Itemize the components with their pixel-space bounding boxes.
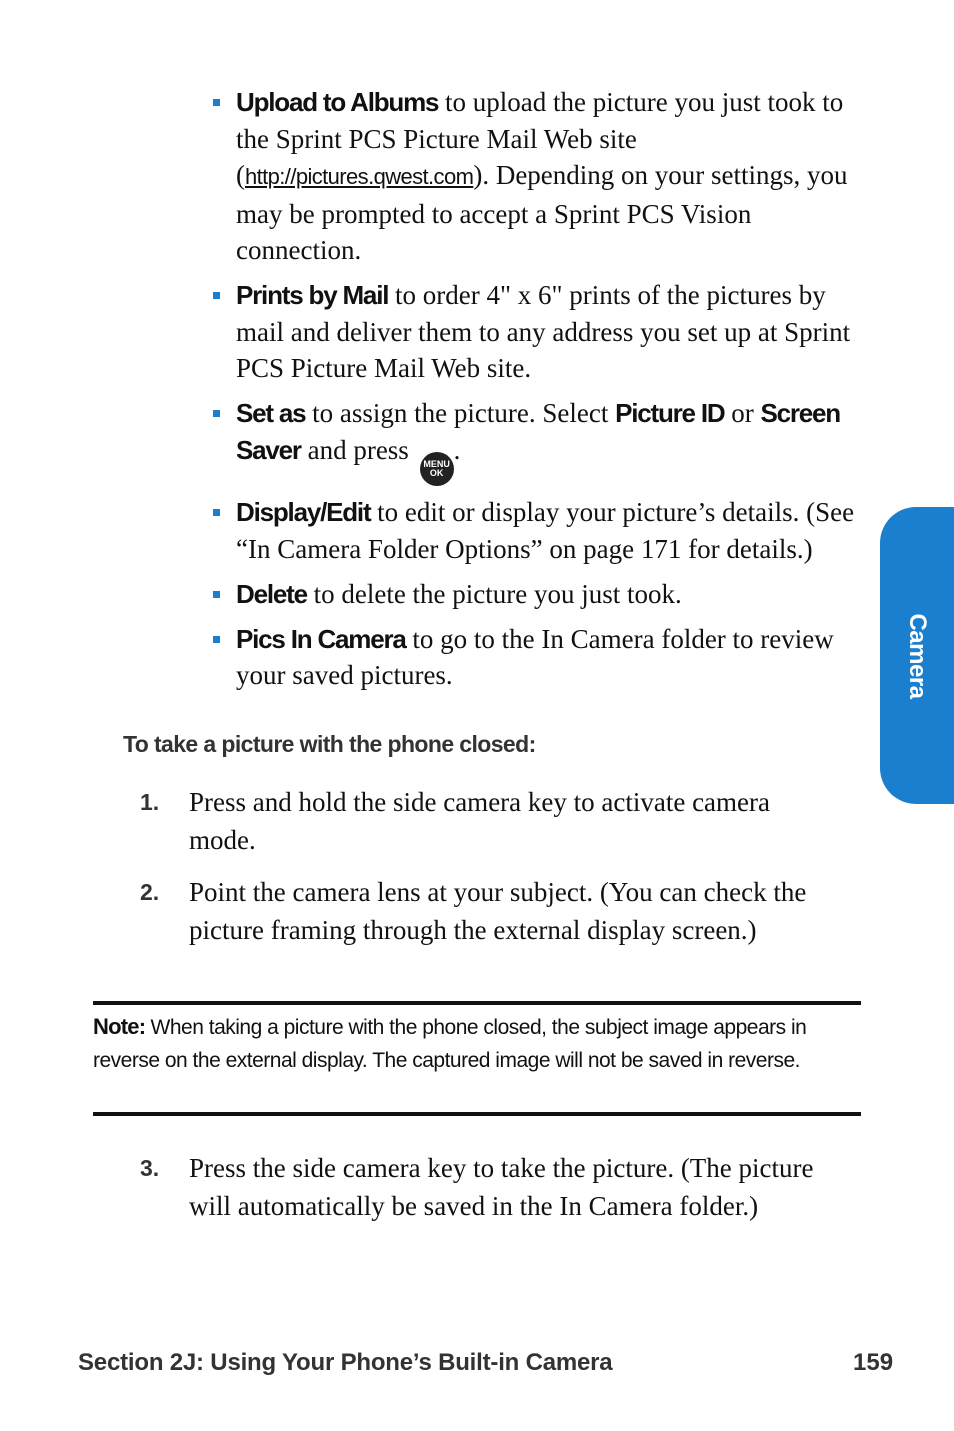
- step-2: [140, 873, 830, 949]
- option-text: to assign the picture. Select: [305, 398, 616, 428]
- option-text: to edit or display your picture’s details. (See “In Camera Folder Options” on page 171 for details.): [236, 497, 855, 564]
- menu-ok-key-icon: [420, 452, 454, 486]
- option-text: to go to the In Camera folder to review your saved pictures.: [236, 623, 834, 690]
- option-set-as: [210, 395, 870, 486]
- note-text: When taking a picture with the phone closed, the subject image appears in reverse on the external display. The captured image will not be saved in reverse.: [93, 1016, 807, 1072]
- screen-saver-term: Screen Saver: [236, 398, 840, 465]
- option-display-edit: [210, 494, 870, 567]
- bullet-square-icon: [213, 509, 220, 516]
- section-side-tab: [880, 507, 954, 804]
- step-text: Point the camera lens at your subject. (You can check the picture framing through the external display screen.): [189, 877, 807, 945]
- menu-ok-key-top: MENU: [423, 458, 450, 469]
- option-term: Prints by Mail: [236, 280, 389, 310]
- option-prints-by-mail: [210, 277, 870, 387]
- option-term: Delete: [236, 578, 307, 609]
- step-text: Press the side camera key to take the picture. (The picture will automatically be saved in the In Camera folder.): [189, 1153, 814, 1221]
- step-number: 1.: [140, 789, 160, 815]
- option-text: .: [453, 434, 461, 465]
- footer-section-title: Section 2J: Using Your Phone’s Built-in Camera: [78, 1349, 613, 1376]
- bullet-square-icon: [213, 410, 220, 417]
- step-text: Press and hold the side camera key to activate camera mode.: [189, 787, 771, 855]
- option-term: Set as: [236, 398, 306, 428]
- option-term: Pics In Camera: [236, 623, 406, 654]
- option-text: ). Depending on your settings, you may be prompted to accept a Sprint PCS Vision connection.: [236, 160, 848, 265]
- option-pics-in-camera: [210, 621, 870, 694]
- option-text: to order 4" x 6" prints of the pictures by mail and deliver them to any address you set up at Sprint PCS Picture Mail Web site.: [236, 280, 851, 383]
- option-term: Display/Edit: [236, 497, 371, 527]
- menu-ok-key-bottom: OK: [429, 467, 444, 478]
- option-upload-to-albums: [210, 84, 870, 269]
- option-delete: [210, 576, 870, 613]
- bullet-square-icon: [213, 292, 220, 299]
- note-label: Note:: [93, 1014, 146, 1039]
- step-1: [140, 783, 830, 859]
- note-box: [93, 1001, 861, 1116]
- option-text: to delete the picture you just took.: [306, 578, 682, 609]
- step-3: [140, 1149, 830, 1225]
- side-tab-label: Camera: [904, 612, 931, 699]
- step-number: 2.: [140, 879, 160, 905]
- bullet-square-icon: [213, 99, 220, 106]
- option-term: Upload to Albums: [236, 87, 439, 117]
- bullet-square-icon: [213, 591, 220, 598]
- page-number: 159: [853, 1349, 894, 1376]
- picture-mail-link[interactable]: http://pictures.qwest.com: [245, 164, 474, 189]
- procedure-heading: To take a picture with the phone closed:: [123, 731, 536, 757]
- option-list: [210, 84, 870, 702]
- option-text: or: [724, 398, 761, 428]
- step-number: 3.: [140, 1155, 160, 1181]
- option-text: and press: [300, 434, 416, 465]
- bullet-square-icon: [213, 636, 220, 643]
- picture-id-term: Picture ID: [615, 398, 725, 428]
- option-text: to upload the picture you just took to the Sprint PCS Picture Mail Web site (: [236, 87, 844, 190]
